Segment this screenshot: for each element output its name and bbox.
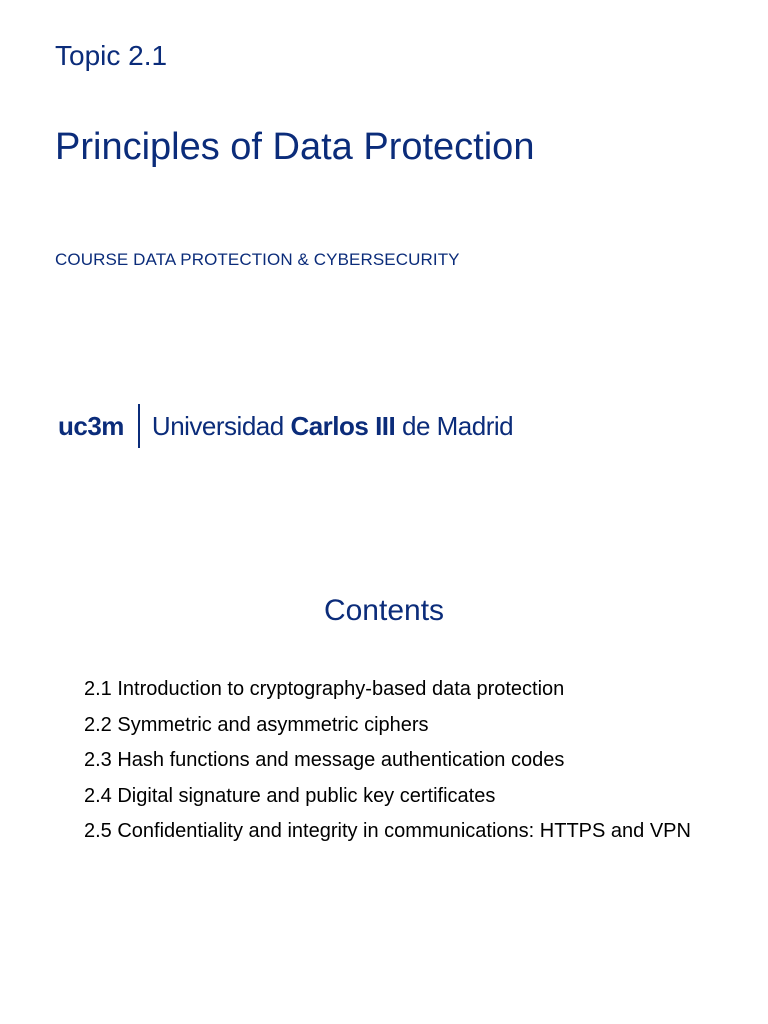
university-logo <box>58 403 513 449</box>
contents-heading: Contents <box>323 594 445 627</box>
contents-item: 2.5 Confidentiality and integrity in communications: HTTPS and VPN <box>84 820 691 842</box>
topic-label: Topic 2.1 <box>55 40 168 71</box>
logo-university-name <box>152 411 513 442</box>
contents-item: 2.1 Introduction to cryptography-based data protection <box>84 678 565 700</box>
logo-name-part-1: Universidad <box>151 410 291 441</box>
logo-divider <box>138 404 140 448</box>
course-label: COURSE DATA PROTECTION & CYBERSECURITY <box>55 250 460 269</box>
page-title: Principles of Data Protection <box>55 126 535 168</box>
logo-name-part-2: de Madrid <box>395 410 514 441</box>
contents-item: 2.2 Symmetric and asymmetric ciphers <box>84 713 429 736</box>
contents-item: 2.4 Digital signature and public key certificates <box>84 784 496 807</box>
contents-item: 2.3 Hash functions and message authentication codes <box>84 749 565 771</box>
logo-name-bold: Carlos III <box>290 410 396 441</box>
contents-list <box>84 676 724 854</box>
logo-mark: uc3m <box>58 410 124 441</box>
